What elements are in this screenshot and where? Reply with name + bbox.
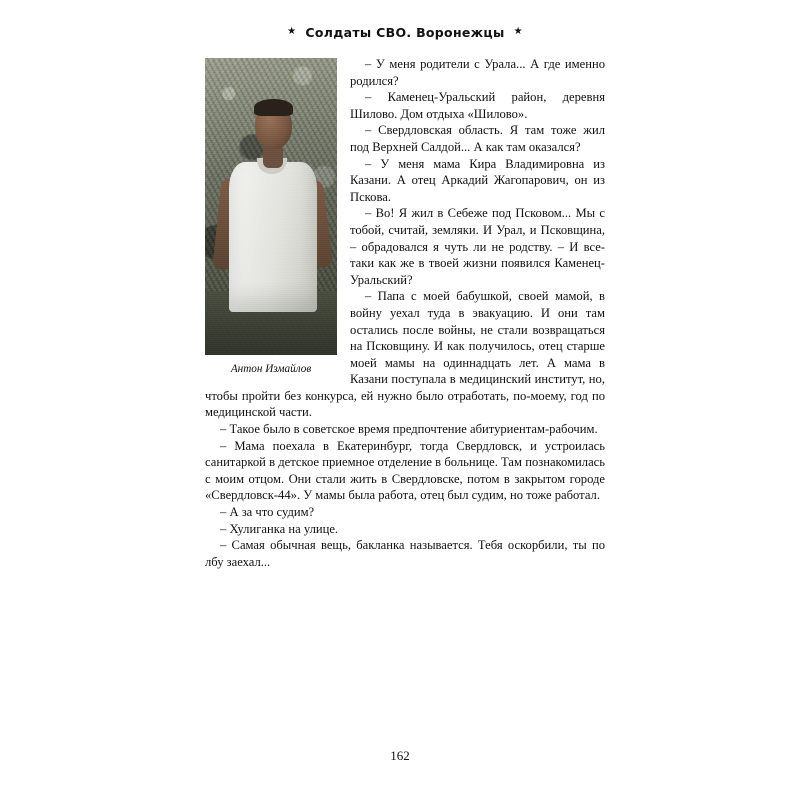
figure-portrait	[205, 58, 337, 376]
paragraph: – Каменец-Уральский район, деревня Шилово. Дом отдыха «Шилово».	[350, 90, 605, 121]
photo-grain	[205, 58, 337, 355]
paragraph: – Самая обычная вещь, бакланка называется. Тебя оскорбили, ты по лбу заехал...	[205, 538, 605, 569]
paragraph: – Хулиганка на улице.	[220, 521, 339, 536]
paragraph: – Свердловская область. Я там тоже жил под Верхней Салдой... А как там оказался?	[350, 123, 605, 154]
running-head	[205, 22, 605, 42]
paragraph: – У меня мама Кира Владимировна из Казани. А отец Аркадий Жагопарович, он из Пскова.	[350, 156, 605, 204]
paragraph: – Папа с моей бабушкой, своей мамой, в войну уехал туда в эвакуацию. И они там остались после войны, не стали возвращаться на Псковщину. И как получилось, отец старше моей мамы на одиннадцать лет. А мама в Казани поступала в медицинский институт, но, чтобы пройти без конкурса, ей нужно было отработать, по-моему, год по медицинской части.	[205, 289, 605, 420]
star-left-icon: ★	[287, 26, 297, 37]
paragraph: – А за что судим?	[220, 505, 315, 520]
paragraph: – У меня родители с Урала... А где именно родился?	[350, 57, 605, 88]
figure-caption: Антон Измайлов	[230, 363, 312, 375]
paragraph: – Во! Я жил в Себеже под Псковом... Мы с тобой, считай, земляки. И Урал, и Псковщина, – обрадовался я чуть ли не родству. – И все-таки как же в твоей жизни появился Каменец-Уральский?	[350, 206, 605, 287]
paragraph: – Такое было в советское время предпочтение абитуриентам-рабочим.	[220, 422, 598, 437]
star-right-icon: ★	[513, 26, 523, 37]
body-text-column	[205, 56, 605, 570]
paragraph: – Мама поехала в Екатеринбург, тогда Свердловск, и устроилась санитаркой в детское приемное отделение в больнице. Там познакомилась с моим отцом. Они стали жить в Свердловске, потом в закрытом городе «Свердловск-44». У мамы была работа, отец был судим, но тоже работал.	[205, 438, 605, 503]
page-content	[205, 22, 605, 570]
page-number: 162	[390, 748, 410, 763]
portrait-photo	[205, 58, 337, 355]
running-head-title: Солдаты СВО. Воронежцы	[305, 24, 505, 40]
